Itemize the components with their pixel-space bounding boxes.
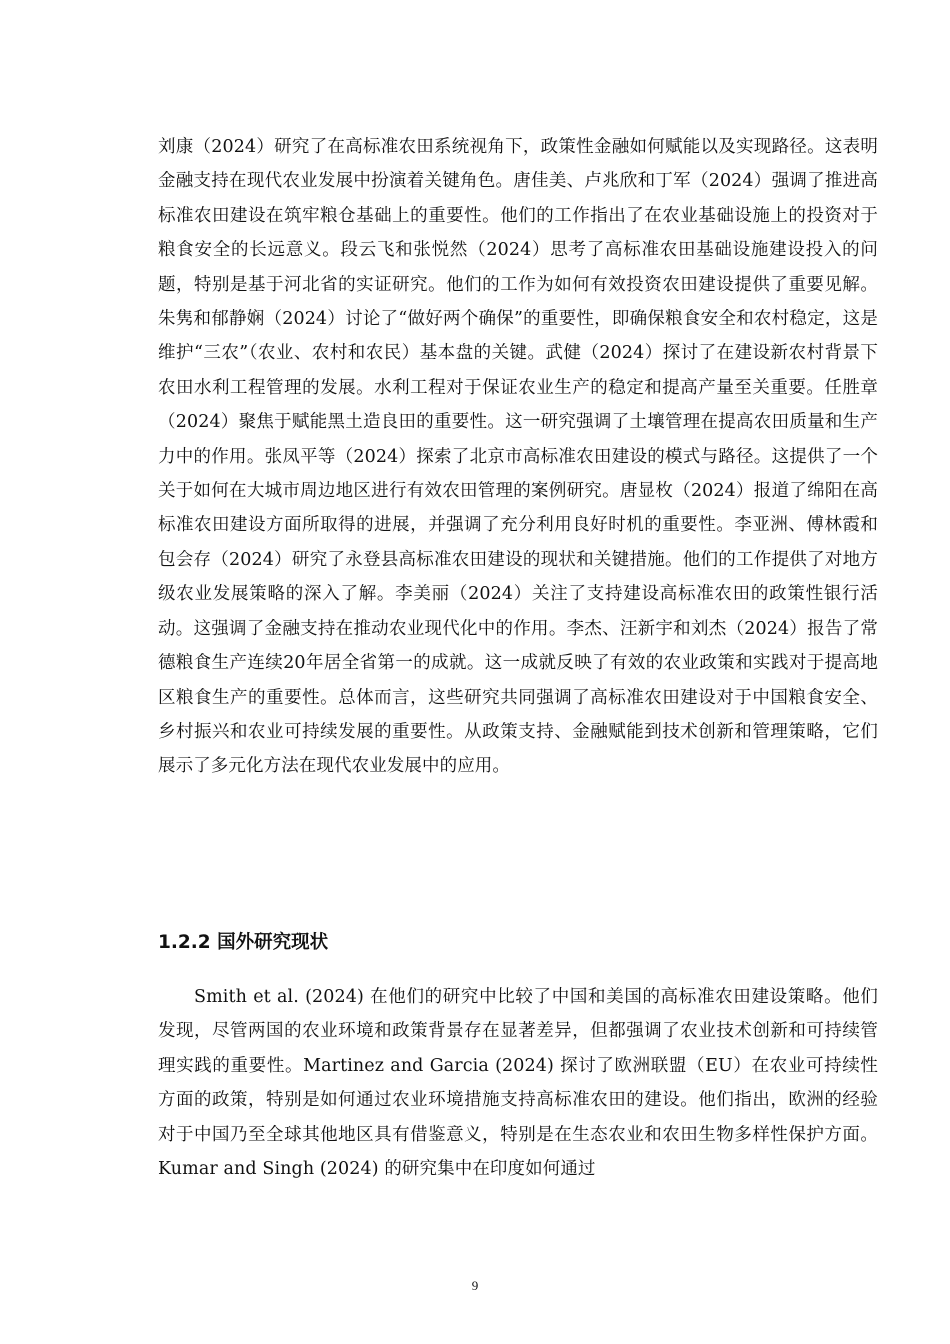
- paragraph-foreign-research: Smith et al. (2024) 在他们的研究中比较了中国和美国的高标准农田建设策略。他们发现，尽管两国的农业环境和政策背景存在显著差异，但都强调了农业技术创新和可持续管理实践的重要性。Martinez and Garcia (2024) 探讨了欧洲联盟（EU）在农业可持续性方面的政策，特别是如何通过农业环境措施支持高标准农田的建设。他们指出，欧洲的经验对于中国乃至全球其他地区具有借鉴意义，特别是在生态农业和农田生物多样性保护方面。Kumar and Singh (2024) 的研究集中在印度如何通过: [158, 987, 878, 1180]
- page-number: 9: [471, 1278, 479, 1293]
- paragraph-domestic-research: 刘康（2024）研究了在高标准农田系统视角下，政策性金融如何赋能以及实现路径。这表明金融支持在现代农业发展中扮演着关键角色。唐佳美、卢兆欣和丁军（2024）强调了推进高标准农田建设在筑牢粮仓基础上的重要性。他们的工作指出了在农业基础设施上的投资对于粮食安全的长远意义。段云飞和张悦然（2024）思考了高标准农田基础设施建设投入的问题，特别是基于河北省的实证研究。他们的工作为如何有效投资农田建设提供了重要见解。朱隽和郁静娴（2024）讨论了“做好两个确保”的重要性，即确保粮食安全和农村稳定，这是维护“三农”（农业、农村和农民）基本盘的关键。武健（2024）探讨了在建设新农村背景下农田水利工程管理的发展。水利工程对于保证农业生产的稳定和提高产量至关重要。任胜章（2024）聚焦于赋能黑土造良田的重要性。这一研究强调了土壤管理在提高农田质量和生产力中的作用。张凤平等（2024）探索了北京市高标准农田建设的模式与路径。这提供了一个关于如何在大城市周边地区进行有效农田管理的案例研究。唐显枚（2024）报道了绵阳在高标准农田建设方面所取得的进展，并强调了充分利用良好时机的重要性。李亚洲、傅林霞和包会存（2024）研究了永登县高标准农田建设的现状和关键措施。他们的工作提供了对地方级农业发展策略的深入了解。李美丽（2024）关注了支持建设高标准农田的政策性银行活动。这强调了金融支持在推动农业现代化中的作用。李杰、汪新宇和刘杰（2024）报告了常德粮食生产连续20年居全省第一的成就。这一成就反映了有效的农业政策和实践对于提高地区粮食生产的重要性。总体而言，这些研究共同强调了高标准农田建设对于中国粮食安全、乡村振兴和农业可持续发展的重要性。从政策支持、金融赋能到技术创新和管理策略，它们展示了多元化方法在现代农业发展中的应用。: [158, 137, 878, 777]
- section-heading-foreign-research: 1.2.2 国外研究现状: [158, 932, 329, 953]
